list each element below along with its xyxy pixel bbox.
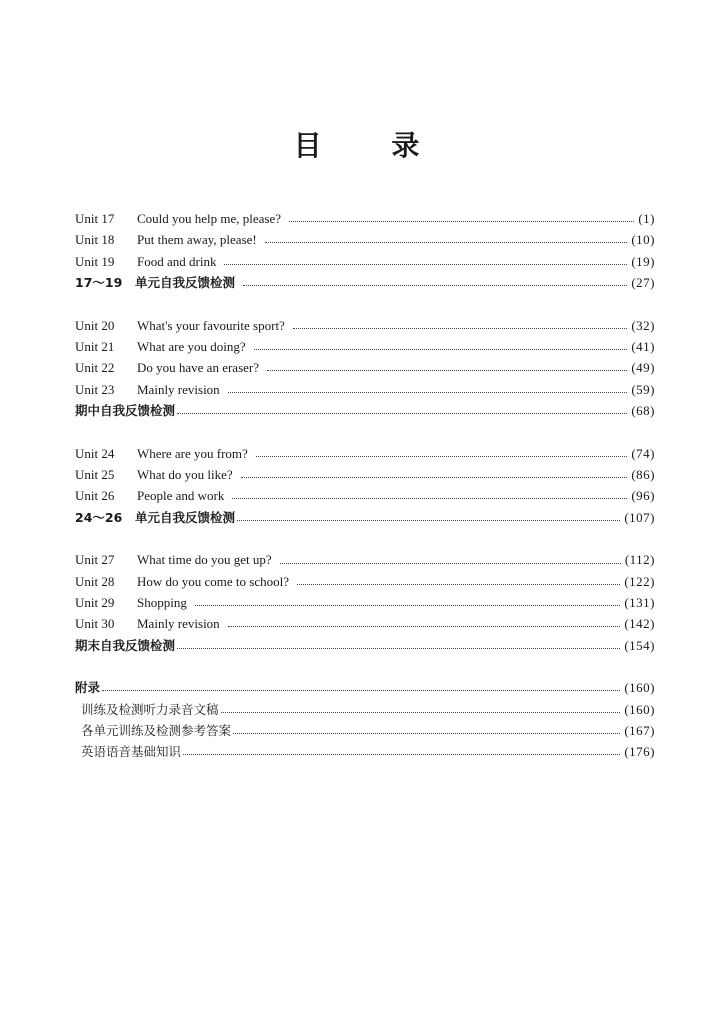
dot-leader xyxy=(195,605,620,606)
toc-unit-number: Unit 26 xyxy=(75,488,115,504)
toc-entry-title: 期中自我反馈检测 xyxy=(75,402,176,418)
toc-entry-title: Do you have an eraser? xyxy=(137,360,259,376)
toc-entry-title: What's your favourite sport? xyxy=(137,317,285,333)
toc-entry-title: Could you help me, please? xyxy=(137,211,282,226)
toc-unit-number: Unit 29 xyxy=(75,594,115,610)
toc-section-appendix xyxy=(75,677,655,762)
toc-entry-title: 英语语音基础知识 xyxy=(81,744,182,760)
toc-unit-number: Unit 27 xyxy=(75,552,115,568)
toc-page-number: (10) xyxy=(631,232,655,248)
toc-entry-title: 训练及检测听力录音文稿 xyxy=(81,701,219,717)
toc-entry-self-test[interactable] xyxy=(75,272,655,293)
toc-page-number: (49) xyxy=(631,360,655,376)
toc-page-number: (160) xyxy=(624,680,655,696)
toc-entry-midterm-test[interactable] xyxy=(75,400,655,421)
toc-entry-appendix[interactable] xyxy=(75,677,655,698)
dot-leader xyxy=(221,712,621,713)
dot-leader xyxy=(256,456,628,457)
toc-page-number: (154) xyxy=(624,637,655,653)
dot-leader xyxy=(289,221,634,222)
toc-entry[interactable] xyxy=(75,571,655,592)
toc-entry-appendix-item[interactable] xyxy=(75,699,655,720)
toc-entry[interactable] xyxy=(75,336,655,357)
dot-leader xyxy=(243,285,627,286)
toc-unit-number: Unit 22 xyxy=(75,360,115,376)
toc-page-number: (41) xyxy=(631,338,655,354)
toc-entry-title: 单元自我反馈检测 xyxy=(135,274,236,290)
toc-entry-title: Shopping xyxy=(137,594,187,610)
toc-entry[interactable] xyxy=(75,208,655,229)
dot-leader xyxy=(297,584,620,585)
toc-page-number: (131) xyxy=(624,594,655,610)
dot-leader xyxy=(241,477,628,478)
toc-page-number: (86) xyxy=(631,466,655,482)
toc-unit-range: 24～26 xyxy=(75,509,123,525)
toc-entry-title: People and work xyxy=(137,488,225,504)
toc-unit-number: Unit 24 xyxy=(75,445,115,461)
toc-page-number: (96) xyxy=(631,488,655,504)
toc-unit-number: Unit 19 xyxy=(75,253,115,269)
toc-page-number: (122) xyxy=(624,573,655,589)
toc-entry-final-test[interactable] xyxy=(75,635,655,656)
toc-unit-number: Unit 21 xyxy=(75,338,115,354)
toc-entry-title: 各单元训练及检测参考答案 xyxy=(81,722,232,738)
toc-entry-title: 附录 xyxy=(75,680,101,696)
toc-section-units-27-30 xyxy=(75,549,655,655)
toc-page-number: (74) xyxy=(631,445,655,461)
toc-unit-number: Unit 20 xyxy=(75,317,115,333)
toc-entry[interactable] xyxy=(75,592,655,613)
dot-leader xyxy=(102,690,620,691)
toc-entry[interactable] xyxy=(75,229,655,250)
dot-leader xyxy=(224,264,627,265)
toc-entry-title: Where are you from? xyxy=(137,445,248,461)
toc-page-number: (176) xyxy=(624,744,655,760)
toc-entry-title: 期末自我反馈检测 xyxy=(75,637,176,653)
toc-entry-title: 单元自我反馈检测 xyxy=(135,509,236,525)
dot-leader xyxy=(228,626,621,627)
toc-unit-number: Unit 25 xyxy=(75,466,115,482)
toc-entry-title: What do you like? xyxy=(137,466,233,482)
toc-unit-number: Unit 18 xyxy=(75,232,115,248)
dot-leader xyxy=(177,413,627,414)
toc-entry-self-test[interactable] xyxy=(75,507,655,528)
dot-leader xyxy=(232,498,627,499)
toc-entry-title: How do you come to school? xyxy=(137,573,290,589)
toc-unit-number: Unit 28 xyxy=(75,573,115,589)
toc-page-number: (1) xyxy=(638,211,655,226)
page-title: 目 录 xyxy=(293,129,450,162)
dot-leader xyxy=(254,349,628,350)
toc-unit-range: 17～19 xyxy=(75,274,123,290)
dot-leader xyxy=(228,392,628,393)
toc-entry[interactable] xyxy=(75,379,655,400)
toc-entry-title: What are you doing? xyxy=(137,338,246,354)
toc-page-number: (107) xyxy=(624,509,655,525)
toc-page-number: (59) xyxy=(631,381,655,397)
toc-section-units-24-26 xyxy=(75,443,655,528)
toc-entry-title: Put them away, please! xyxy=(137,232,257,248)
toc-entry[interactable] xyxy=(75,357,655,378)
dot-leader xyxy=(293,328,628,329)
toc-page-number: (68) xyxy=(631,402,655,418)
toc-unit-number: Unit 23 xyxy=(75,381,115,397)
toc-entry[interactable] xyxy=(75,549,655,570)
dot-leader xyxy=(177,648,620,649)
toc-unit-number: Unit 17 xyxy=(75,211,115,226)
dot-leader xyxy=(267,370,627,371)
toc-page-number: (32) xyxy=(631,317,655,333)
toc-entry-appendix-item[interactable] xyxy=(75,741,655,762)
toc-section-units-17-19 xyxy=(75,208,655,293)
dot-leader xyxy=(183,754,620,755)
dot-leader xyxy=(237,520,620,521)
toc-entry-title: Mainly revision xyxy=(137,616,220,632)
toc-entry[interactable] xyxy=(75,613,655,634)
toc-unit-number: Unit 30 xyxy=(75,616,115,632)
toc-section-units-20-23 xyxy=(75,315,655,421)
toc-entry[interactable] xyxy=(75,251,655,272)
toc-entry-appendix-item[interactable] xyxy=(75,720,655,741)
dot-leader xyxy=(265,242,628,243)
toc-page-number: (112) xyxy=(624,552,655,568)
toc-page-number: (142) xyxy=(624,616,655,632)
toc-page-number: (160) xyxy=(624,701,655,717)
toc-page-number: (27) xyxy=(631,274,655,290)
toc-entry[interactable] xyxy=(75,315,655,336)
dot-leader xyxy=(280,563,621,564)
toc-page-number: (19) xyxy=(631,253,655,269)
toc-entry-title: What time do you get up? xyxy=(137,552,272,568)
dot-leader xyxy=(233,733,620,734)
toc-entry[interactable] xyxy=(75,485,655,506)
toc-entry-title: Mainly revision xyxy=(137,381,220,397)
table-of-contents xyxy=(75,208,655,784)
toc-page-number: (167) xyxy=(624,722,655,738)
toc-entry[interactable] xyxy=(75,443,655,464)
toc-entry-title: Food and drink xyxy=(137,253,217,269)
toc-entry[interactable] xyxy=(75,464,655,485)
